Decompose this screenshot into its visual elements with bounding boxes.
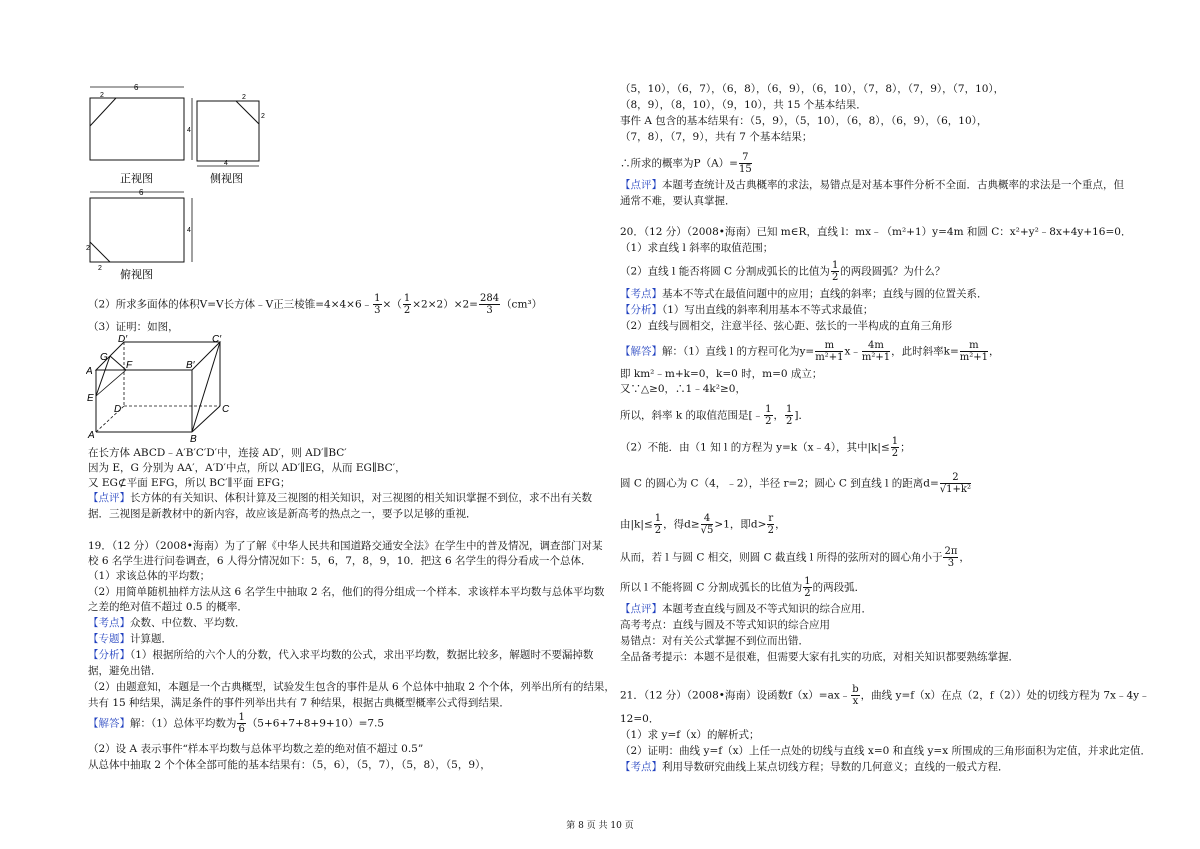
q21-part1: （1）求 y=f（x）的解析式； bbox=[620, 729, 760, 741]
q20-review: 【点评】本题考查直线与圆及不等式知识的综合应用． bbox=[620, 603, 872, 615]
q20-tishi: 全品备考提示：本题不是很难，但需要大家有扎实的功底，对相关知识都要熟练掌握． bbox=[620, 651, 1019, 663]
side-view-label: 侧视图 bbox=[210, 173, 243, 185]
r-probability: ∴所求的概率为P（A）= $\frac{7}{15}$ bbox=[620, 152, 752, 175]
dim-2-side: 2 bbox=[242, 94, 246, 101]
proof-line-2: 因为 E，G 分别为 AA′，A′D′中点，所以 AD′∥EG，从而 EG∥BC′， bbox=[88, 462, 406, 474]
dim-6-front: 6 bbox=[134, 83, 139, 92]
q19-line-4: （2）用简单随机抽样方法从这 6 名学生中抽取 2 名，他们的得分组成一个样本．求该样本平均数与总体平均数 bbox=[88, 586, 605, 598]
q20-jieda-1: 【解答】解：（1）直线 l 的方程可化为y= $\frac{m}{\text{m²+1}}$ x﹣ $\frac{4m}{\text{m²+1}}$ ，此时斜率k= $\frac{m}{\text{m²+1}}$ ， bbox=[620, 340, 1000, 363]
q19-zhuanti: 【专题】计算题． bbox=[88, 633, 172, 645]
page-footer: 第 8 页 共 10 页 bbox=[566, 821, 634, 831]
label-C: C bbox=[222, 404, 230, 415]
r-line-3: 事件 A 包含的基本结果有：（5，9），（5，10），（6，8），（6，9），（6，10）， bbox=[620, 115, 988, 127]
q20-stem: 20．（12 分）（2008•海南）已知 m∈R，直线 l：mx﹣（m²+1）y=4m 和圆 C：x²+y²﹣8x+4y+16=0． bbox=[620, 226, 1132, 238]
dim-2-side-v: 2 bbox=[261, 113, 265, 120]
q19-kaodian: 【考点】众数、中位数、平均数． bbox=[88, 617, 246, 629]
review-line-2: 据．三视图是新教材中的新内容，故应该是新高考的热点之一，要予以足够的重视． bbox=[88, 508, 477, 520]
q19-fenxi-1: 【分析】（1）根据所给的六个人的分数，代入求平均数的公式，求出平均数，数据比较多，解题时不要漏掉数 bbox=[88, 649, 594, 661]
q19-line-2: 校 6 名学生进行问卷调查，6 人得分情况如下：5，6，7，8，9，10．把这 6 名学生的得分看成一个总体． bbox=[88, 555, 592, 567]
proof-line-1: 在长方体 ABCD﹣A′B′C′D′中，连接 AD′，则 AD′∥BC′ bbox=[88, 447, 347, 459]
dim-2-top: 2 bbox=[98, 265, 102, 272]
q20-gaokao: 高考考点：直线与圆及不等式知识的综合应用 bbox=[620, 619, 830, 631]
q19-line-3: （1）求该总体的平均数； bbox=[88, 570, 211, 582]
dim-4-top: 4 bbox=[187, 227, 191, 234]
label-B1: B′ bbox=[186, 360, 195, 371]
q20-jieda-7: 由|k|≤ $\frac{1}{2}$ ，得d≥ $\frac{4}{√5}$ >1，即d> $\frac{r}{2}$ ， bbox=[620, 513, 786, 536]
review-line-1: 【点评】长方体的有关知识、体积计算及三视图的相关知识，对三视图的相关知识掌握不到位，求不出有关数 bbox=[88, 492, 592, 504]
q20-jieda-9: 所以 l 不能将圆 C 分割成弧长的比值为 $\frac{1}{2}$ 的两段弧． bbox=[620, 576, 866, 599]
label-E: E bbox=[87, 393, 94, 404]
q20-jieda-8: 从而，若 l 与圆 C 相交，则圆 C 截直线 l 所得的弦所对的圆心角小于 $\frac{2\pi}{3}$ ， bbox=[620, 546, 970, 569]
r-line-4: （7，8），（7，9），共有 7 个基本结果； bbox=[620, 131, 813, 143]
label-A1: A bbox=[86, 366, 93, 377]
q20-jieda-4: 所以，斜率 k 的取值范围是[﹣ $\frac{1}{2}$ ， $\frac{1}{2}$ ]． bbox=[620, 404, 809, 427]
dim-4-side: 4 bbox=[224, 160, 228, 167]
q21-stem-2: 12=0． bbox=[620, 713, 660, 725]
q19-line-5: 之差的绝对值不超过 0.5 的概率． bbox=[88, 601, 248, 613]
q19-jieda-1: 【解答】解：（1）总体平均数为 $\frac{1}{6}$ （5+6+7+8+9+10）=7.5 bbox=[88, 712, 385, 735]
q21-kaodian: 【考点】利用导数研究曲线上某点切线方程；导数的几何意义；直线的一般式方程． bbox=[620, 761, 1009, 773]
three-view-figure bbox=[84, 82, 284, 282]
dim-6-top: 6 bbox=[139, 188, 144, 197]
q20-part1: （1）求直线 l 斜率的取值范围； bbox=[620, 242, 774, 254]
r-review-1: 【点评】本题考查统计及古典概率的求法，易错点是对基本事件分析不全面．古典概率的求法是一个重点，但 bbox=[620, 179, 1124, 191]
label-D: D bbox=[114, 404, 122, 415]
q20-fenxi-1: 【分析】（1）写出直线的斜率利用基本不等式求最值； bbox=[620, 304, 874, 316]
label-A: A bbox=[88, 430, 95, 441]
q19-jieda-3: 从总体中抽取 2 个个体全部可能的基本结果有：（5，6），（5，7），（5，8），（5，9）， bbox=[88, 759, 491, 771]
top-view-label: 俯视图 bbox=[120, 269, 153, 281]
dim-2-front: 2 bbox=[100, 92, 104, 99]
q19-line-1: 19．（12 分）（2008•海南）为了了解《中华人民共和国道路交通安全法》在学生中的普及情况，调查部门对某 bbox=[88, 540, 603, 552]
proof-line-3: 又 EG⊄平面 EFG，所以 BC′∥平面 EFG； bbox=[88, 477, 291, 489]
r-review-2: 通常不难，要认真掌握． bbox=[620, 195, 736, 207]
q19-fenxi-4: 共有 15 种结果，满足条件的事件列举出共有 7 种结果，根据古典概型概率公式得到结果． bbox=[88, 697, 510, 709]
dim-2-top-v: 2 bbox=[86, 245, 90, 252]
q20-part2: （2）直线 l 能否将圆 C 分割成弧长的比值为 $\frac{1}{2}$ 的两段圆弧？为什么？ bbox=[620, 260, 946, 283]
q20-jieda-2: 即 km²﹣m+k=0，k=0 时，m=0 成立； bbox=[620, 368, 823, 380]
proof-intro: （3）证明：如图， bbox=[88, 321, 179, 333]
q19-jieda-2: （2）设 A 表示事件“样本平均数与总体平均数之差的绝对值不超过 0.5” bbox=[88, 743, 424, 755]
q21-stem: 21．（12 分）（2008•海南）设函数f（x）=ax﹣ $\frac{b}{x}$ ，曲线 y=f（x）在点（2，f（2））处的切线方程为 7x﹣4y﹣ bbox=[620, 684, 1150, 707]
label-B: B bbox=[190, 434, 197, 444]
q20-jieda-6: 圆 C 的圆心为 C（4，﹣2），半径 r=2；圆心 C 到直线 l 的距离d= $\frac{2}{\text{√1+k²}}$ bbox=[620, 472, 971, 495]
q20-yicuo: 易错点：对有关公式掌握不到位而出错． bbox=[620, 635, 809, 647]
dim-4-front: 4 bbox=[187, 127, 191, 134]
front-view-label: 正视图 bbox=[120, 173, 153, 185]
label-C1: C′ bbox=[212, 334, 222, 345]
q20-kaodian: 【考点】基本不等式在最值问题中的应用；直线的斜率；直线与圆的位置关系． bbox=[620, 288, 988, 300]
r-line-1: （5，10），（6，7），（6，8），（6，9），（6，10），（7，8），（7，9），（7，10）， bbox=[620, 83, 1005, 95]
q20-jieda-5: （2）不能．由（1 知 l 的方程为 y=k（x﹣4），其中|k|≤ $\frac{1}{2}$ ； bbox=[620, 436, 911, 459]
q21-part2: （2）证明：曲线 y=f（x）上任一点处的切线与直线 x=0 和直线 y=x 所围成的三角形面积为定值，并求此定值． bbox=[620, 745, 1151, 757]
q20-fenxi-2: （2）直线与圆相交，注意半径、弦心距、弦长的一半构成的直角三角形 bbox=[620, 320, 953, 332]
volume-line: （2）所求多面体的体积V=V长方体﹣V正三棱锥=4×4×6﹣ $\frac{1}{3}$ ×（ $\frac{1}{2}$ ×2×2）×2= $\frac{284}{3}$ （cm³） bbox=[88, 293, 543, 316]
q19-fenxi-2: 据，避免出错． bbox=[88, 665, 162, 677]
label-G: G bbox=[100, 352, 108, 363]
q20-jieda-3: 又∵△≥0，∴1﹣4k²≥0， bbox=[620, 383, 746, 395]
label-D1: D′ bbox=[118, 334, 128, 345]
q19-fenxi-3: （2）由题意知，本题是一个古典概型，试验发生包含的事件是从 6 个总体中抽取 2 个个体，列举出所有的结果， bbox=[88, 681, 615, 693]
label-F: F bbox=[126, 360, 133, 371]
r-line-2: （8，9），（8，10），（9，10），共 15 个基本结果． bbox=[620, 99, 867, 111]
cuboid-figure bbox=[86, 334, 236, 444]
